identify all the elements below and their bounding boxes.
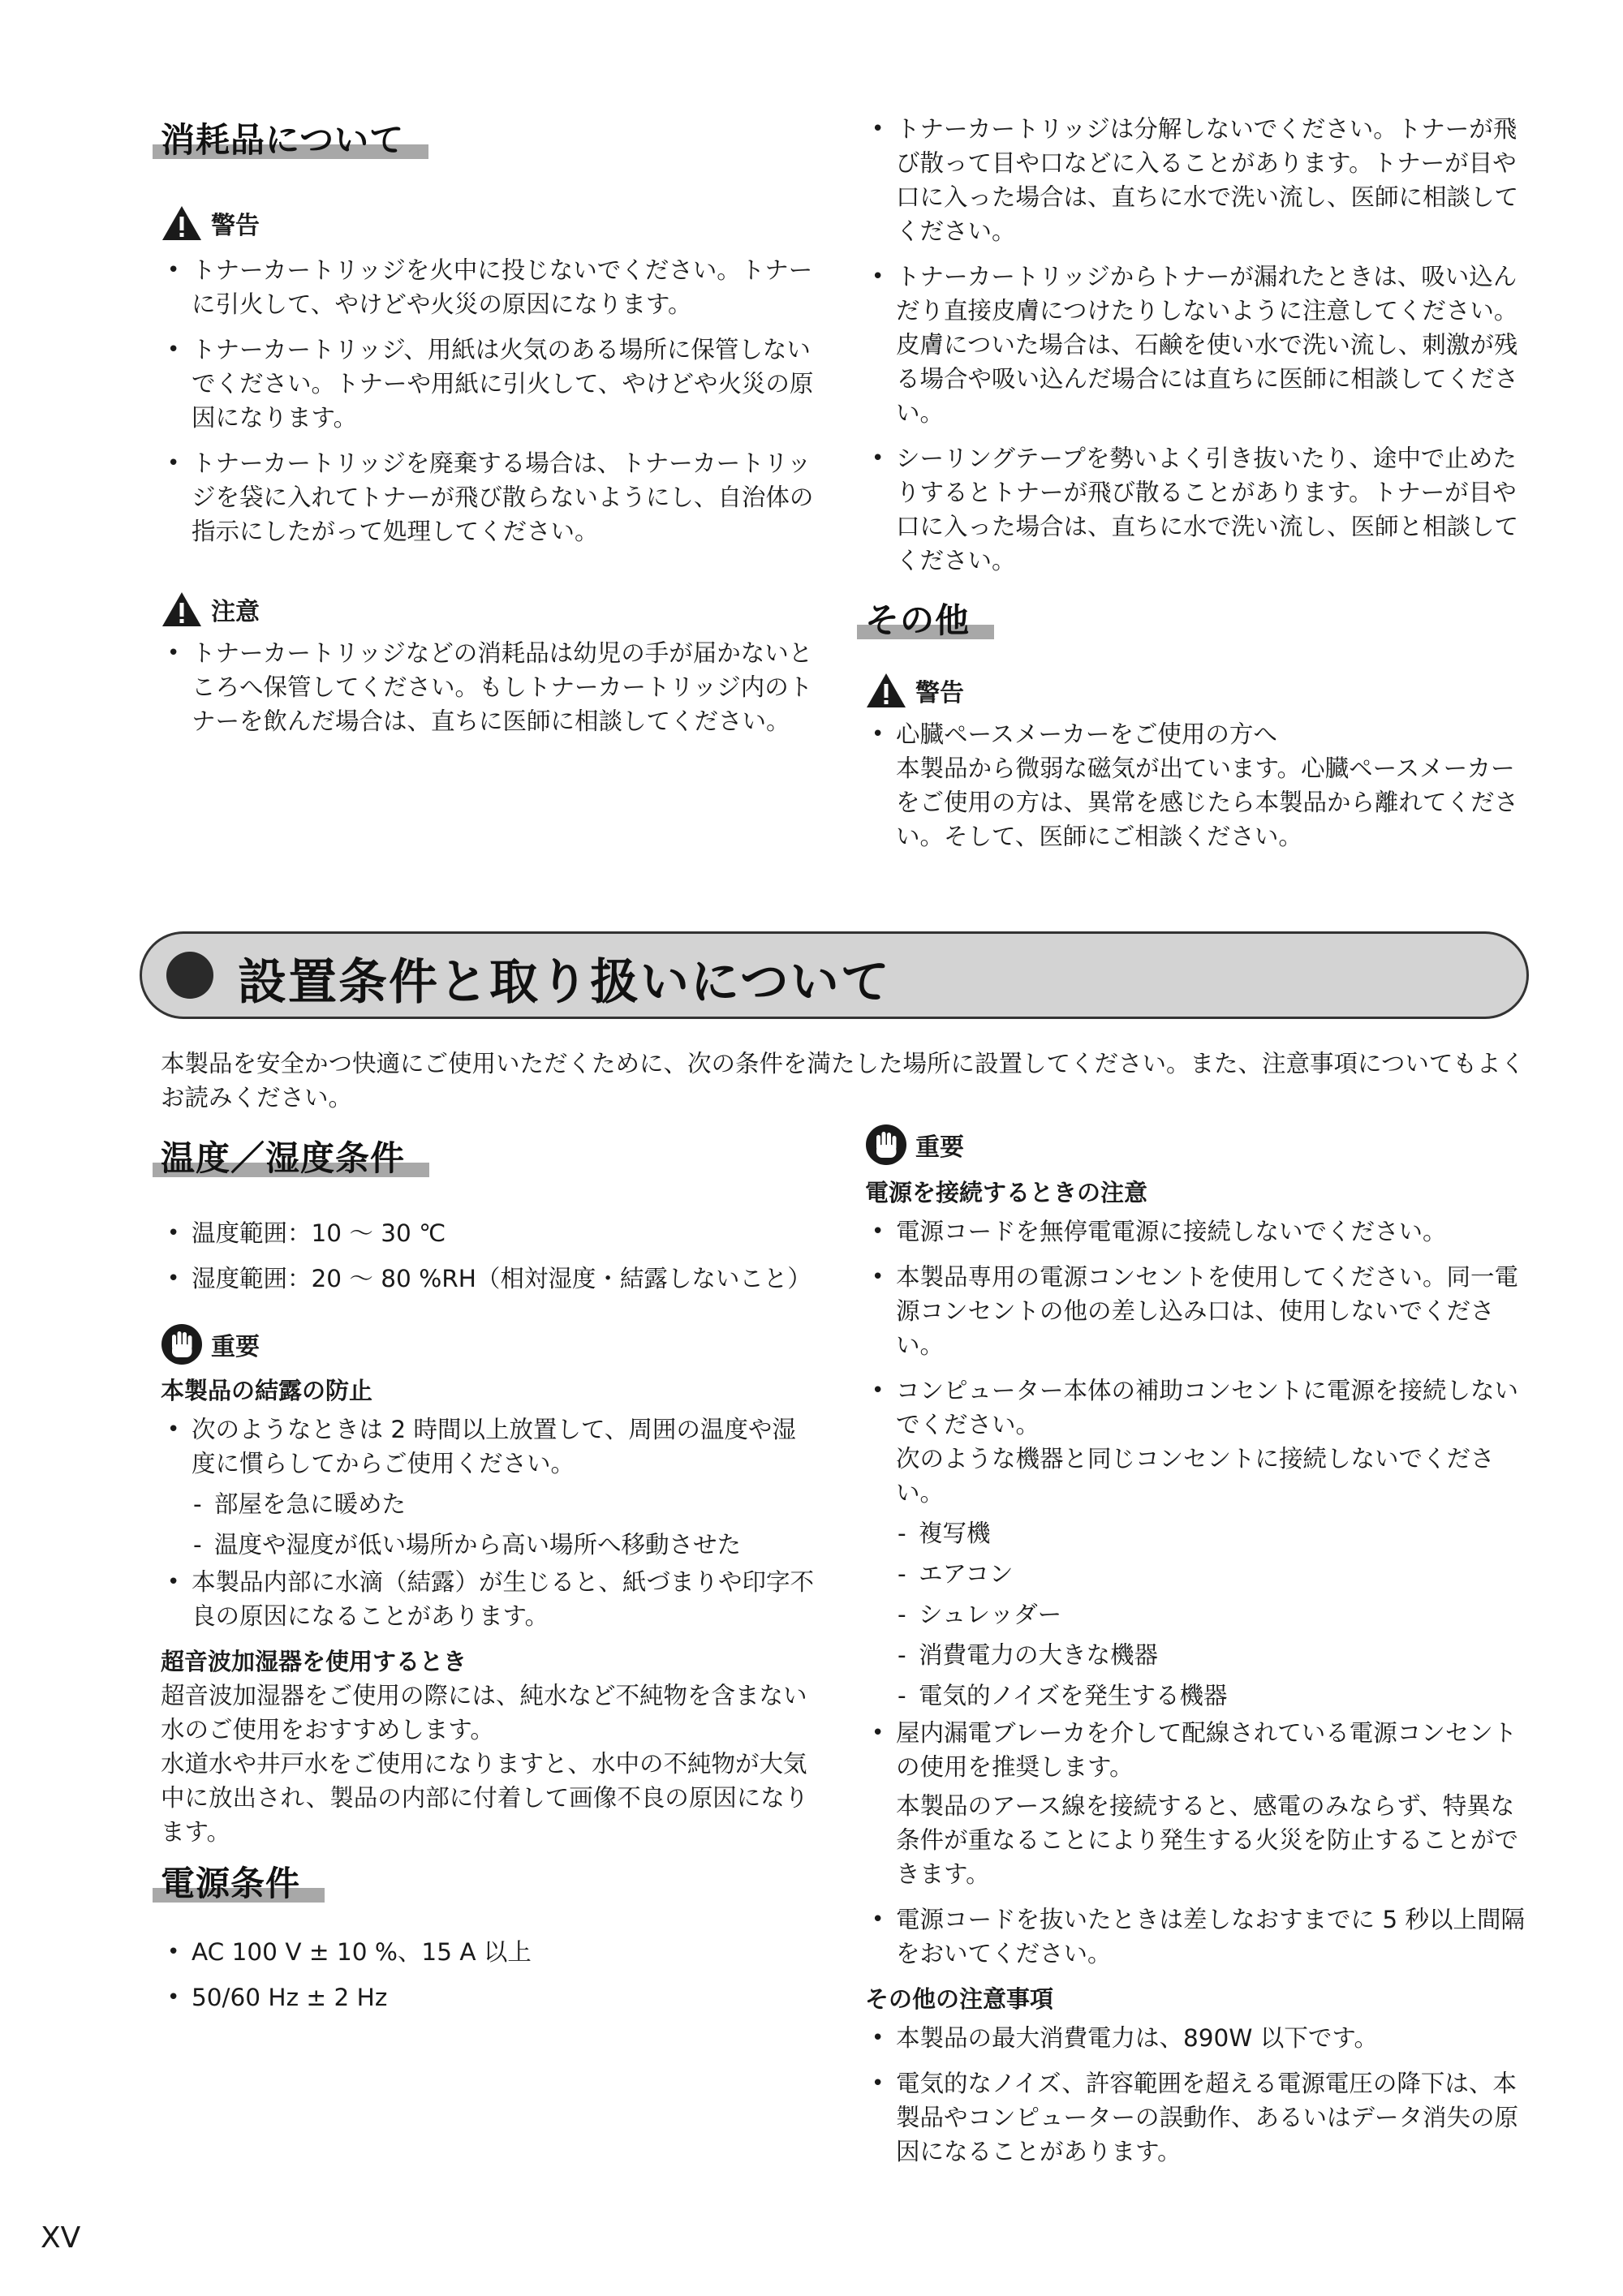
condensation-list — [161, 1412, 818, 1481]
list-item — [865, 1716, 1530, 1891]
temp-power-column — [161, 1132, 818, 2026]
list-item: • 湿度範囲：20 ～ 80 %RH（相対湿度・結露しないこと） — [161, 1262, 818, 1296]
list-item: • 50/60 Hz ± 2 Hz — [161, 1980, 818, 2014]
condensation-dash-list — [161, 1484, 818, 1565]
power-heading — [161, 1857, 308, 1906]
caution-label: 注意 — [211, 598, 260, 626]
page-number: XV — [41, 2221, 81, 2255]
list-item: - 温度や湿度が低い場所から高い場所へ移動させた — [161, 1524, 818, 1565]
list-item: • 電源コードを無停電電源に接続しないでください。 — [865, 1215, 1530, 1249]
warning-triangle-icon — [865, 672, 907, 709]
warning-notice — [161, 204, 818, 242]
other-notes-subhead: その他の注意事項 — [865, 1985, 1054, 2013]
list-item — [865, 1374, 1530, 1510]
list-item: • 電気的なノイズ、許容範囲を超える電源電圧の降下は、本製品やコンピューターの誤動作、あるいはデータ消失の原因になることがあります。 — [865, 2066, 1530, 2169]
consumables-heading — [161, 114, 412, 162]
connect-list-2 — [865, 1716, 1530, 1971]
list-item: - 電気的ノイズを発生する機器 — [865, 1675, 1530, 1716]
list-item: • トナーカートリッジからトナーが漏れたときは、吸い込んだり直接皮膚につけたりしないように注意してください。皮膚についた場合は、石鹸を使い水で洗い流し、刺激が残る場合や吸い込んだ場合には直ちに医師に相談してください。 — [865, 260, 1530, 430]
other-notes-list — [865, 2021, 1530, 2169]
list-item: • 電源コードを抜いたときは差しなおすまでに 5 秒以上間隔をおいてください。 — [865, 1903, 1530, 1971]
list-item: • 次のようなときは 2 時間以上放置して、周囲の温度や湿度に慣らしてからご使用ください。 — [161, 1412, 818, 1481]
list-item: • トナーカートリッジを廃棄する場合は、トナーカートリッジを袋に入れてトナーが飛び散らないようにし、自治体の指示にしたがって処理してください。 — [161, 446, 818, 548]
temp-heading-text: 温度／湿度条件 — [161, 1138, 406, 1178]
intro-paragraph: 本製品を安全かつ快適にご使用いただくために、次の条件を満たした場所に設置してください。また、注意事項についてもよくお読みください。 — [161, 1050, 1525, 1111]
list-item: • トナーカートリッジは分解しないでください。トナーが飛び散って目や口などに入ることがあります。トナーが目や口に入った場合は、直ちに水で洗い流し、医師に相談してください。 — [865, 112, 1530, 248]
power-heading-text: 電源条件 — [161, 1864, 301, 1903]
important-label: 重要 — [211, 1333, 260, 1361]
other-list — [865, 717, 1530, 853]
important-notice — [161, 1323, 818, 1365]
condensation-subhead: 本製品の結露の防止 — [161, 1377, 373, 1404]
list-item: • トナーカートリッジ、用紙は火気のある場所に保管しないでください。トナーや用紙に引火して、やけどや火災の原因になります。 — [161, 333, 818, 435]
other-heading-text: その他 — [865, 600, 971, 640]
hand-stop-icon — [865, 1124, 907, 1166]
consumables-heading-text: 消耗品について — [161, 120, 405, 160]
list-item: • シーリングテープを勢いよく引き抜いたり、途中で止めたりするとトナーが飛び散ることがあります。トナーが目や口に入った場合は、直ちに水で洗い流し、医師と相談してください。 — [865, 441, 1530, 578]
pacemaker-body: 本製品から微弱な磁気が出ています。心臓ペースメーカーをご使用の方は、異常を感じたら本製品から離れてください。そして、医師にご相談ください。 — [896, 755, 1519, 850]
humidifier-paragraph-1: 超音波加湿器をご使用の際には、純水など不純物を含まない水のご使用をおすすめします。 — [161, 1682, 807, 1743]
device-dash-list — [865, 1513, 1530, 1716]
list-item: - エアコン — [865, 1554, 1530, 1594]
consumables-right-column — [865, 112, 1530, 865]
warning-triangle-icon — [161, 204, 203, 242]
power-list — [161, 1935, 818, 2014]
other-warning-notice — [865, 672, 1530, 709]
consumables-left-column — [161, 114, 818, 750]
humidifier-paragraph-2: 水道水や井戸水をご使用になりますと、水中の不純物が大気中に放出され、製品の内部に付着して画像不良の原因になります。 — [161, 1750, 809, 1846]
hand-stop-icon — [161, 1323, 203, 1365]
connect-list — [865, 1215, 1530, 1510]
bullet-circle-icon — [166, 952, 213, 999]
caution-list — [161, 636, 818, 738]
list-item: - 消費電力の大きな機器 — [865, 1635, 1530, 1675]
list-item: • 本製品の最大消費電力は、890W 以下です。 — [865, 2021, 1530, 2055]
warning-label: 警告 — [915, 679, 964, 707]
banner-title: 設置条件と取り扱いについて — [238, 954, 891, 1011]
pacemaker-title: • 心臓ペースメーカーをご使用の方へ — [896, 720, 1277, 748]
list-item: • トナーカートリッジを火中に投じないでください。トナーに引火して、やけどや火災の原因になります。 — [161, 253, 818, 321]
power-notes-column — [865, 1124, 1530, 2180]
warning-list — [161, 253, 818, 548]
section-banner — [140, 931, 1529, 1019]
list-item — [865, 717, 1530, 853]
list-item: - 部屋を急に暖めた — [161, 1484, 818, 1524]
caution-notice — [161, 591, 818, 628]
item-line: • 屋内漏電ブレーカを介して配線されている電源コンセントの使用を推奨します。 — [896, 1719, 1518, 1781]
caution-triangle-icon — [161, 591, 203, 628]
list-item: • 本製品内部に水滴（結露）が生じると、紙づまりや印字不良の原因になることがあります。 — [161, 1565, 818, 1633]
list-item: - 複写機 — [865, 1513, 1530, 1554]
humidifier-subhead: 超音波加湿器を使用するとき — [161, 1648, 467, 1675]
list-item: • トナーカートリッジなどの消耗品は幼児の手が届かないところへ保管してください。もしトナーカートリッジ内のトナーを飲んだ場合は、直ちに医師に相談してください。 — [161, 636, 818, 738]
item-line: • コンピューター本体の補助コンセントに電源を接続しないでください。 — [896, 1377, 1519, 1438]
list-item: • 温度範囲：10 ～ 30 ℃ — [161, 1216, 818, 1250]
list-item: • 本製品専用の電源コンセントを使用してください。同一電源コンセントの他の差し込み口は、使用しないでください。 — [865, 1260, 1530, 1362]
list-item: - シュレッダー — [865, 1594, 1530, 1635]
list-item: • AC 100 V ± 10 %、15 A 以上 — [161, 1935, 818, 1969]
connect-subhead: 電源を接続するときの注意 — [865, 1179, 1148, 1206]
warning-label: 警告 — [211, 212, 260, 240]
other-heading — [865, 594, 978, 643]
condensation-list-2 — [161, 1565, 818, 1633]
temp-list — [161, 1216, 818, 1296]
consumables-right-list — [865, 112, 1530, 578]
item-line: 次のような機器と同じコンセントに接続しないでください。 — [896, 1445, 1495, 1507]
important-label: 重要 — [915, 1133, 964, 1162]
item-line: 本製品のアース線を接続すると、感電のみならず、特異な条件が重なることにより発生する火災を防止することができます。 — [896, 1792, 1519, 1888]
temp-heading — [161, 1132, 413, 1180]
important-notice — [865, 1124, 1530, 1166]
